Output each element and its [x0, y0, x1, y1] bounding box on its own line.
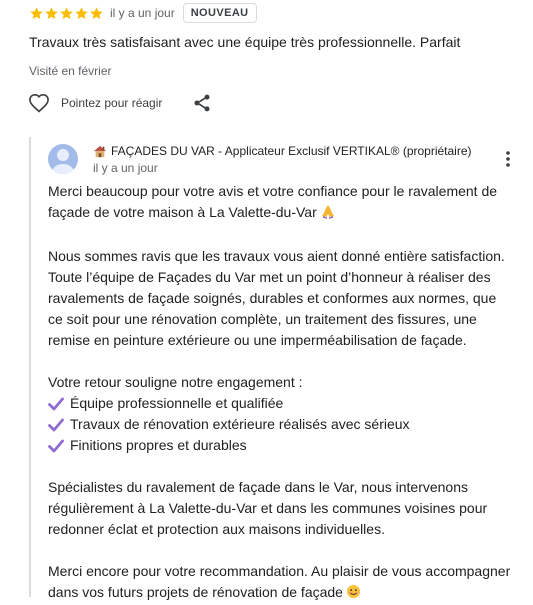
heart-icon[interactable] — [28, 93, 50, 113]
avatar — [48, 144, 78, 174]
visit-date: Visité en février — [29, 64, 112, 78]
star-icon — [44, 6, 59, 21]
reply-paragraph: Merci beaucoup pour votre avis et votre confiance pour le ravalement de façade de votre maison à La Valette-du-Var — [48, 181, 513, 225]
star-icon — [89, 6, 104, 21]
reply-paragraph: Votre retour souligne notre engagement : — [48, 374, 303, 390]
check-mark-icon — [48, 397, 64, 411]
share-icon[interactable] — [192, 93, 212, 113]
praying-hands-emoji-icon — [320, 203, 336, 225]
owner-name-label: FAÇADES DU VAR - Applicateur Exclusif VERTIKAL® (propriétaire) — [111, 144, 472, 158]
check-list-item: Équipe professionnelle et qualifiée — [48, 393, 513, 414]
check-mark-icon — [48, 418, 64, 432]
review-meta — [29, 3, 257, 23]
react-button[interactable]: Pointez pour réagir — [61, 96, 163, 110]
owner-reply-text — [48, 181, 513, 605]
owner-response — [29, 137, 521, 600]
review-actions — [28, 92, 212, 114]
house-emoji-icon — [93, 145, 107, 158]
review-text: Travaux très satisfaisant avec une équipe très professionnelle. Parfait — [29, 34, 461, 50]
reply-paragraph: Merci encore pour votre recommandation. Au plaisir de vous accompagner dans vos futurs projets de rénovation de façade — [48, 561, 513, 605]
star-icon — [59, 6, 74, 21]
new-badge: NOUVEAU — [183, 3, 257, 23]
check-mark-icon — [48, 439, 64, 453]
review-time: il y a un jour — [110, 6, 175, 20]
star-rating — [29, 6, 104, 21]
check-list-item: Finitions propres et durables — [48, 435, 513, 456]
star-icon — [29, 6, 44, 21]
owner-name[interactable] — [93, 144, 472, 158]
more-vert-icon[interactable] — [504, 150, 512, 168]
smile-emoji-icon — [346, 584, 361, 605]
owner-reply-time: il y a un jour — [93, 161, 158, 175]
check-list-item: Travaux de rénovation extérieure réalisés avec sérieux — [48, 414, 513, 435]
reply-paragraph: Spécialistes du ravalement de façade dans le Var, nous intervenons régulièrement à La Valette-du-Var et dans les communes voisines pour redonner éclat et protection aux maisons individuelles. — [48, 479, 488, 537]
reply-paragraph: Nous sommes ravis que les travaux vous aient donné entière satisfaction. Toute l’équipe de Façades du Var met un point d’honneur à réaliser des ravalements de façade soignés, durables et conformes aux normes, que ce soit pour une rénovation complète, un traitement des fissures, une remise en peinture extérieure ou une imperméabilisation de façade. — [48, 248, 505, 348]
star-icon — [74, 6, 89, 21]
